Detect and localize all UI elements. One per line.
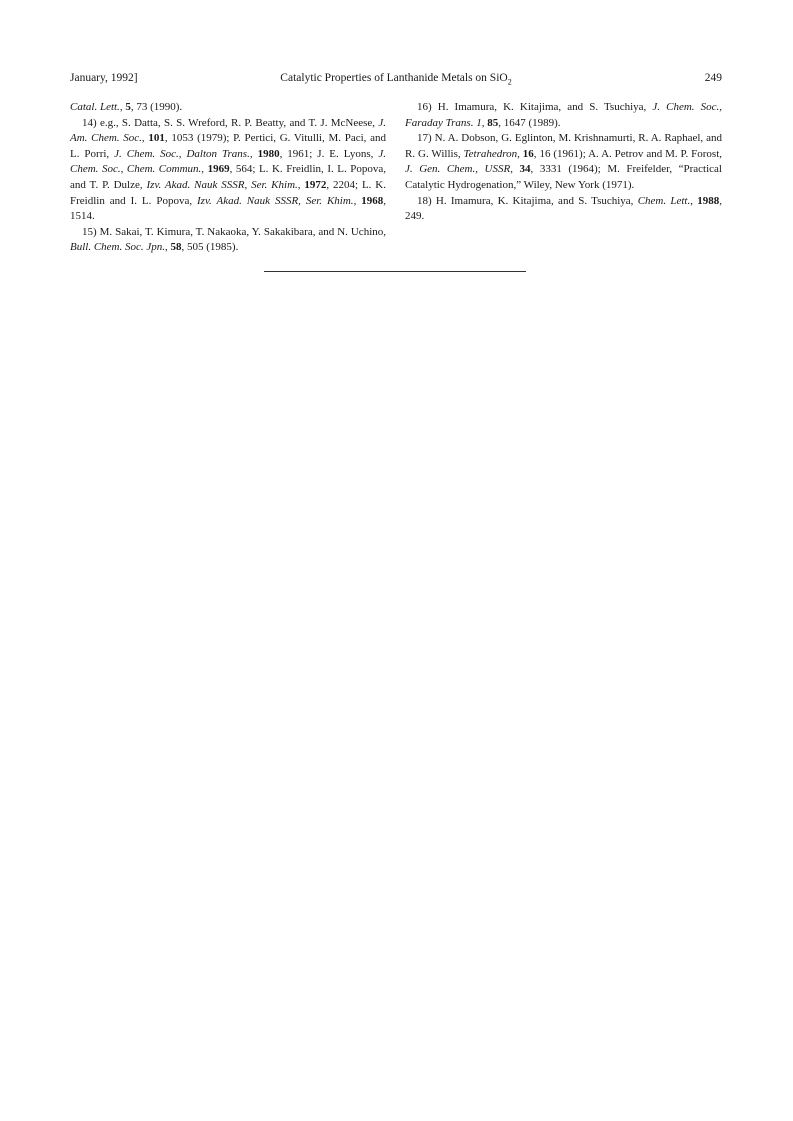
- volume: 5: [125, 101, 131, 113]
- volume: 1969: [207, 163, 230, 176]
- reference-number: 16): [417, 101, 432, 113]
- ref-text: M. Sakai, T. Kimura, T. Nakaoka, Y. Sakakibara, and N. Uchino,: [96, 225, 386, 238]
- ref-text: , 1514.: [70, 194, 386, 223]
- volume: 85: [487, 116, 499, 129]
- reference-17: [405, 131, 722, 193]
- header-date: January, 1992]: [70, 72, 138, 84]
- ref-text: , 2204; L. K. Freidlin and I. L. Popova,: [70, 178, 386, 207]
- journal-name: Tetrahedron: [463, 147, 518, 160]
- reference-14: [70, 116, 386, 225]
- journal-name: Izv. Akad. Nauk SSSR, Ser. Khim.: [146, 178, 298, 191]
- ref-text: ,: [297, 178, 305, 191]
- ref-text: ,: [510, 163, 520, 176]
- reference-number: 17): [417, 132, 432, 145]
- journal-name: Catal. Lett.: [70, 101, 120, 113]
- ref-text: ,: [165, 241, 171, 254]
- ref-text: N. A. Dobson, G. Eglinton, M. Krishnamurti, R. A. Raphael, and R. G. Willis,: [405, 132, 722, 160]
- running-header: [70, 72, 722, 88]
- ref-text: ,: [353, 194, 362, 207]
- ref-text: , 249.: [405, 194, 723, 223]
- references-left-column: [70, 100, 386, 256]
- volume: 58: [170, 241, 182, 254]
- ref-text: ,: [249, 147, 258, 160]
- ref-text: ,: [201, 163, 208, 176]
- journal-name: Izv. Akad. Nauk SSSR, Ser. Khim.: [197, 194, 354, 207]
- ref-text: H. Imamura, K. Kitajima, and S. Tsuchiya,: [431, 101, 653, 113]
- journal-name: Bull. Chem. Soc. Jpn.: [70, 241, 166, 254]
- header-title: [70, 72, 722, 86]
- ref-text: , 564; L. K. Freidlin, I. L. Popova, and T. P. Dulze,: [70, 163, 387, 191]
- journal-name: J. Chem. Soc., Chem. Commun.: [70, 147, 386, 176]
- reference-number: 18): [417, 194, 432, 207]
- header-title-text: Catalytic Properties of Lanthanide Metals on SiO: [280, 72, 508, 84]
- end-of-article-rule: [264, 271, 526, 272]
- volume: 101: [148, 132, 165, 145]
- volume: 34: [519, 163, 531, 176]
- page-number: 249: [704, 72, 722, 84]
- ref-text: e.g., S. Datta, S. S. Wreford, R. P. Beatty, and T. J. McNeese,: [96, 116, 379, 129]
- reference-number: 14): [82, 116, 97, 129]
- references-right-column: [405, 100, 722, 225]
- ref-text: , 73 (1990).: [130, 101, 183, 113]
- volume: 1968: [361, 194, 384, 207]
- ref-text: , 505 (1985).: [181, 241, 239, 254]
- ref-text: , 1647 (1989).: [498, 116, 561, 129]
- ref-text: ,: [517, 147, 523, 160]
- ref-text: ,: [119, 101, 126, 113]
- ref-text: , 1053 (1979); P. Pertici, G. Vitulli, M. Paci, and L. Porri,: [70, 132, 386, 160]
- reference-15: [70, 225, 386, 256]
- reference-number: 15): [82, 225, 97, 238]
- header-title-subscript: 2: [507, 77, 512, 87]
- volume: 1980: [257, 147, 280, 160]
- journal-name: J. Gen. Chem., USSR: [405, 163, 511, 176]
- ref-text: H. Imamura, K. Kitajima, and S. Tsuchiya,: [431, 194, 638, 207]
- ref-text: ,: [141, 132, 149, 145]
- ref-text: , 3331 (1964); M. Freifelder, “Practical Catalytic Hydrogenation,” Wiley, New York (1971).: [405, 163, 722, 191]
- journal-name: J. Am. Chem. Soc.: [70, 116, 386, 145]
- reference-16: [405, 100, 722, 131]
- journal-name: J. Chem. Soc., Dalton Trans.: [114, 147, 250, 160]
- ref-text: ,: [481, 116, 488, 129]
- reference-13-continued: [70, 100, 386, 116]
- volume: 1972: [304, 178, 327, 191]
- volume: 16: [522, 147, 534, 160]
- volume: 1988: [697, 194, 720, 207]
- ref-text: , 16 (1961); A. A. Petrov and M. P. Forost,: [533, 147, 722, 160]
- ref-text: ,: [690, 194, 698, 207]
- journal-name: Chem. Lett.: [637, 194, 691, 207]
- ref-text: , 1961; J. E. Lyons,: [279, 147, 379, 160]
- reference-18: [405, 194, 722, 225]
- journal-name: J. Chem. Soc., Faraday Trans. 1: [405, 101, 722, 129]
